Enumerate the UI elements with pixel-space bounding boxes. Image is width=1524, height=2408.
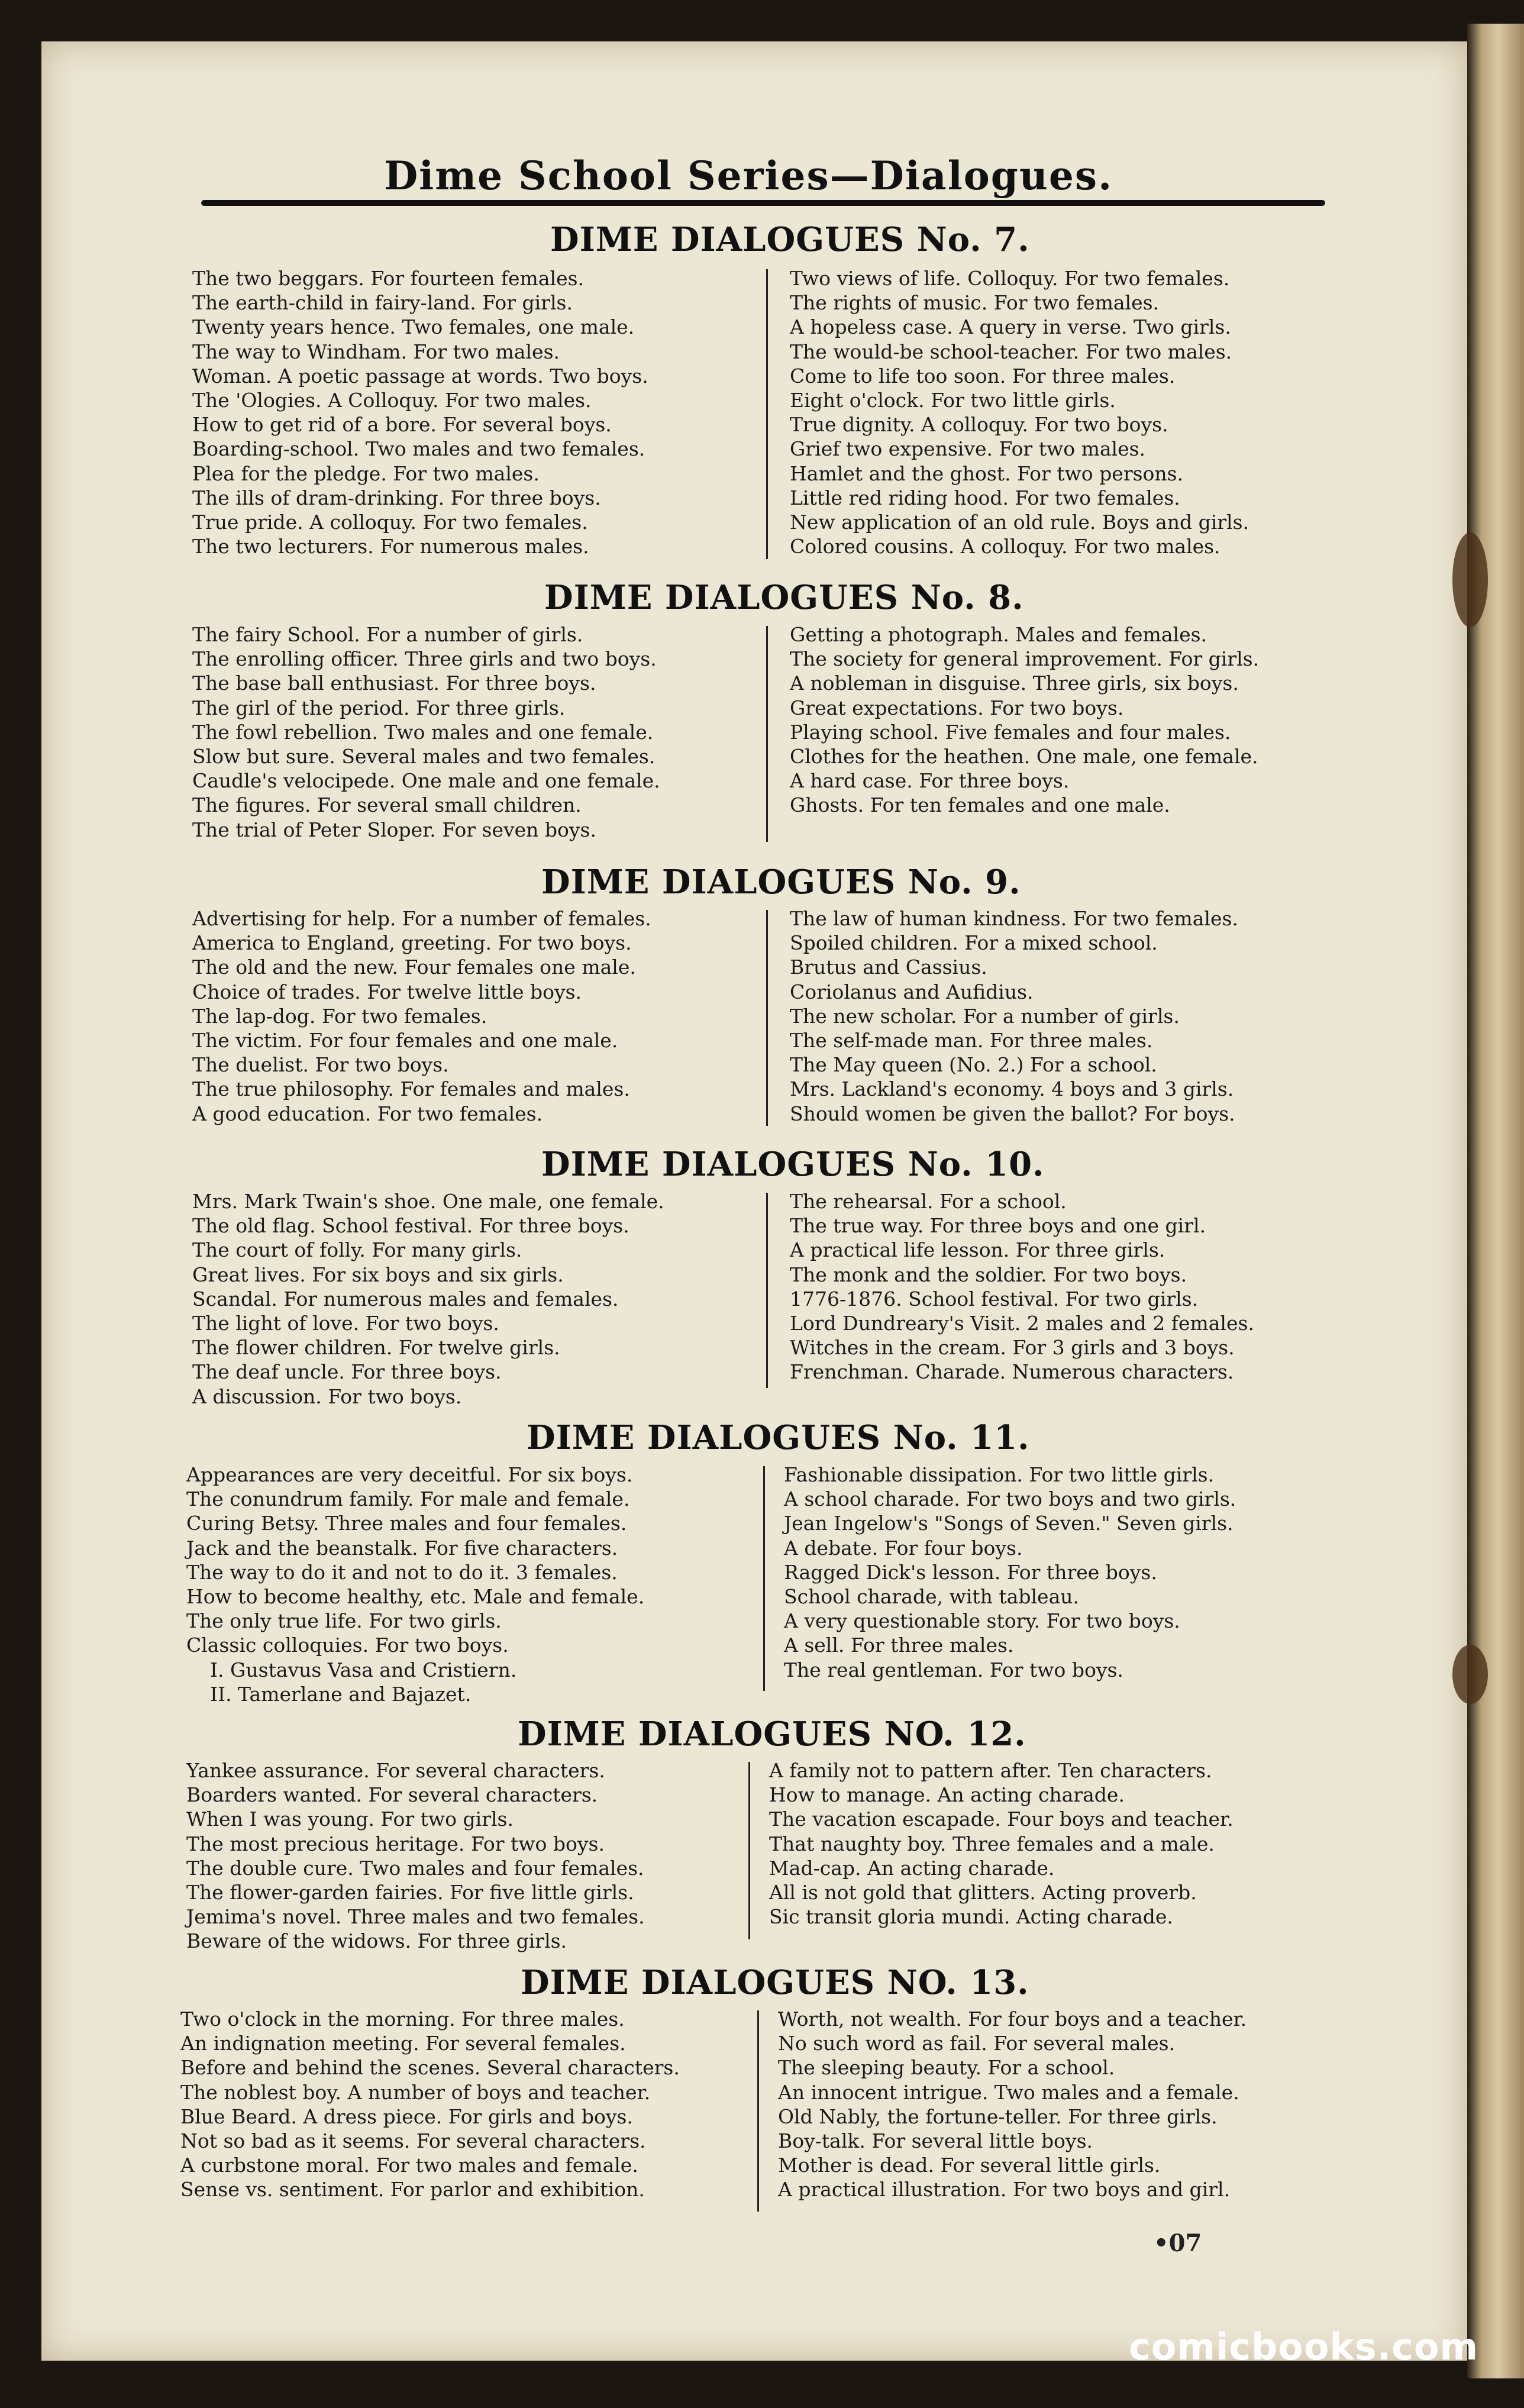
section-title: DIME DIALOGUES No. 9. (541, 863, 1021, 902)
list-item: Jemima's novel. Three males and two females. (186, 1905, 645, 1929)
list-item: The duelist. For two boys. (192, 1053, 449, 1077)
list-item: Eight o'clock. For two little girls. (790, 388, 1116, 412)
list-item: That naughty boy. Three females and a male. (769, 1832, 1215, 1855)
section-left-column (186, 1463, 644, 1706)
section-left-column (192, 266, 648, 559)
list-item: An indignation meeting. For several females. (180, 2032, 626, 2055)
list-item: Old Nably, the fortune-teller. For three girls. (778, 2104, 1218, 2128)
list-item: The society for general improvement. For girls. (790, 647, 1260, 671)
list-item: Boarding-school. Two males and two females. (192, 437, 645, 461)
list-item: The real gentleman. For two boys. (784, 1658, 1123, 1681)
list-item: Witches in the cream. For 3 girls and 3 boys. (790, 1336, 1235, 1360)
list-item: True dignity. A colloquy. For two boys. (790, 413, 1168, 437)
column-divider (766, 910, 768, 1126)
list-item: America to England, greeting. For two boys. (192, 931, 632, 955)
list-item: A hard case. For three boys. (790, 769, 1070, 793)
list-item: The law of human kindness. For two females. (790, 907, 1238, 930)
list-item: The earth-child in fairy-land. For girls. (192, 291, 573, 315)
list-item: Advertising for help. For a number of females. (192, 907, 651, 930)
section-right-column (790, 906, 1238, 1126)
list-item: Ragged Dick's lesson. For three boys. (784, 1560, 1157, 1584)
list-item: Curing Betsy. Three males and four females. (186, 1512, 627, 1535)
list-item: The new scholar. For a number of girls. (790, 1004, 1180, 1028)
section-right-column (790, 622, 1259, 818)
list-item: Jean Ingelow's "Songs of Seven." Seven girls. (784, 1512, 1234, 1535)
page-header: Dime School Series—Dialogues. (383, 153, 1113, 199)
list-item: Grief two expensive. For two males. (790, 437, 1146, 461)
list-item: A nobleman in disguise. Three girls, six boys. (790, 672, 1239, 695)
list-item: Clothes for the heathen. One male, one female. (790, 744, 1258, 768)
list-item: A very questionable story. For two boys. (784, 1609, 1180, 1633)
section-left-column (192, 622, 660, 842)
list-item: The true philosophy. For females and males. (192, 1077, 630, 1101)
section-left-column (186, 1758, 645, 1954)
list-item: The conundrum family. For male and female. (186, 1487, 630, 1511)
list-item: All is not gold that glitters. Acting proverb. (769, 1880, 1197, 1904)
list-item: The two lecturers. For numerous males. (192, 535, 589, 559)
list-item: Mother is dead. For several little girls. (778, 2154, 1161, 2177)
list-item: School charade, with tableau. (784, 1584, 1079, 1608)
page-number: •07 (1154, 2229, 1202, 2257)
list-item: The sleeping beauty. For a school. (778, 2056, 1115, 2080)
list-item: Two o'clock in the morning. For three males. (180, 2007, 625, 2031)
list-item: Boarders wanted. For several characters. (186, 1783, 598, 1807)
list-item: Classic colloquies. For two boys. (186, 1634, 509, 1657)
list-item: The enrolling officer. Three girls and two boys. (192, 647, 657, 671)
list-item: The ills of dram-drinking. For three boys. (192, 486, 601, 509)
section-left-column (192, 906, 651, 1126)
list-item: Twenty years hence. Two females, one male. (192, 315, 635, 339)
list-item: The lap-dog. For two females. (192, 1004, 487, 1028)
section-right-column (790, 1189, 1254, 1384)
list-item: The fowl rebellion. Two males and one female. (192, 720, 654, 744)
list-item: The flower children. For twelve girls. (192, 1336, 560, 1360)
list-item: Brutus and Cassius. (790, 956, 987, 979)
list-item: The rights of music. For two females. (790, 291, 1160, 315)
section-right-column (778, 2007, 1247, 2202)
list-item: Boy-talk. For several little boys. (778, 2129, 1093, 2152)
list-item: Blue Beard. A dress piece. For girls and boys. (180, 2104, 633, 2128)
list-item: Should women be given the ballot? For boys. (790, 1102, 1235, 1125)
list-item: Sense vs. sentiment. For parlor and exhibition. (180, 2178, 645, 2202)
list-item: Mrs. Mark Twain's shoe. One male, one female. (192, 1190, 664, 1213)
header-rule (201, 200, 1325, 206)
list-item: The base ball enthusiast. For three boys. (192, 672, 596, 695)
list-item: Before and behind the scenes. Several characters. (180, 2056, 680, 2080)
page-stain (1452, 1645, 1488, 1704)
list-item: Getting a photograph. Males and females. (790, 623, 1207, 646)
list-item: The way to Windham. For two males. (192, 340, 560, 363)
section-title: DIME DIALOGUES No. 8. (544, 578, 1024, 617)
list-item: The would-be school-teacher. For two males. (790, 340, 1232, 363)
column-divider (766, 269, 768, 559)
section-title: DIME DIALOGUES NO. 12. (518, 1715, 1026, 1754)
list-item: Caudle's velocipede. One male and one female. (192, 769, 660, 793)
list-item: Hamlet and the ghost. For two persons. (790, 461, 1184, 485)
list-item: A school charade. For two boys and two girls. (784, 1487, 1236, 1511)
list-item: The fairy School. For a number of girls. (192, 623, 583, 646)
list-item: Worth, not wealth. For four boys and a teacher. (778, 2007, 1247, 2031)
list-item: Little red riding hood. For two females. (790, 486, 1180, 509)
section-left-column (192, 1189, 664, 1409)
list-item: Sic transit gloria mundi. Acting charade. (769, 1905, 1173, 1929)
list-item: Great lives. For six boys and six girls. (192, 1263, 564, 1286)
column-divider (766, 626, 768, 842)
list-item: Playing school. Five females and four males. (790, 720, 1231, 744)
section-right-column (790, 266, 1249, 559)
list-item: I. Gustavus Vasa and Cristiern. (210, 1658, 517, 1681)
list-item: The court of folly. For many girls. (192, 1238, 522, 1262)
list-item: A hopeless case. A query in verse. Two girls. (790, 315, 1231, 339)
column-divider (748, 1762, 750, 1939)
list-item: How to become healthy, etc. Male and female. (186, 1584, 645, 1608)
site-watermark: comicbooks.com (1129, 2325, 1479, 2368)
list-item: The girl of the period. For three girls. (192, 696, 566, 719)
list-item: An innocent intrigue. Two males and a female. (778, 2080, 1239, 2104)
list-item: A family not to pattern after. Ten characters. (769, 1759, 1212, 1782)
section-title: DIME DIALOGUES NO. 13. (521, 1963, 1029, 2002)
list-item: No such word as fail. For several males. (778, 2032, 1176, 2055)
list-item: A sell. For three males. (784, 1634, 1014, 1657)
list-item: Fashionable dissipation. For two little girls. (784, 1463, 1215, 1486)
list-item: The 'Ologies. A Colloquy. For two males. (192, 388, 592, 412)
section-right-column (784, 1463, 1236, 1682)
list-item: A debate. For four boys. (784, 1536, 1023, 1560)
list-item: The way to do it and not to do it. 3 females. (186, 1560, 618, 1584)
list-item: The victim. For four females and one male. (192, 1028, 618, 1052)
list-item: Woman. A poetic passage at words. Two boys. (192, 364, 648, 388)
list-item: True pride. A colloquy. For two females. (192, 510, 588, 534)
list-item: Mrs. Lackland's economy. 4 boys and 3 girls. (790, 1077, 1234, 1101)
section-right-column (769, 1758, 1234, 1929)
list-item: A good education. For two females. (192, 1102, 543, 1125)
list-item: Spoiled children. For a mixed school. (790, 931, 1158, 955)
list-item: How to manage. An acting charade. (769, 1783, 1125, 1807)
list-item: The old and the new. Four females one male. (192, 956, 636, 979)
list-item: Two views of life. Colloquy. For two females. (790, 267, 1230, 290)
page-stain (1452, 532, 1488, 627)
list-item: The two beggars. For fourteen females. (192, 267, 585, 290)
list-item: Come to life too soon. For three males. (790, 364, 1176, 388)
list-item: The monk and the soldier. For two boys. (790, 1263, 1187, 1286)
list-item: New application of an old rule. Boys and girls. (790, 510, 1249, 534)
list-item: A practical illustration. For two boys and girl. (778, 2178, 1231, 2202)
list-item: Yankee assurance. For several characters. (186, 1759, 605, 1782)
list-item: The trial of Peter Sloper. For seven boys. (192, 818, 596, 841)
section-title: DIME DIALOGUES No. 7. (550, 220, 1030, 259)
book-spine (1467, 24, 1524, 2378)
list-item: Coriolanus and Aufidius. (790, 980, 1034, 1003)
list-item: Plea for the pledge. For two males. (192, 461, 540, 485)
column-divider (757, 2010, 759, 2212)
list-item: The light of love. For two boys. (192, 1311, 499, 1335)
section-title: DIME DIALOGUES No. 10. (541, 1145, 1045, 1184)
list-item: Ghosts. For ten females and one male. (790, 793, 1170, 817)
list-item: Choice of trades. For twelve little boys. (192, 980, 582, 1003)
list-item: The deaf uncle. For three boys. (192, 1360, 502, 1384)
list-item: The rehearsal. For a school. (790, 1190, 1067, 1213)
list-item: Great expectations. For two boys. (790, 696, 1124, 719)
list-item: The flower-garden fairies. For five little girls. (186, 1880, 634, 1904)
list-item: A practical life lesson. For three girls. (790, 1238, 1165, 1262)
list-item: Not so bad as it seems. For several characters. (180, 2129, 646, 2152)
list-item: A curbstone moral. For two males and female. (180, 2154, 638, 2177)
list-item: The only true life. For two girls. (186, 1609, 502, 1633)
list-item: The most precious heritage. For two boys. (186, 1832, 605, 1855)
list-item: Lord Dundreary's Visit. 2 males and 2 females. (790, 1311, 1254, 1335)
list-item: The self-made man. For three males. (790, 1028, 1153, 1052)
column-divider (766, 1193, 768, 1388)
column-divider (763, 1466, 765, 1691)
list-item: Jack and the beanstalk. For five characters. (186, 1536, 618, 1560)
list-item: The true way. For three boys and one girl. (790, 1214, 1206, 1238)
list-item: Appearances are very deceitful. For six boys. (186, 1463, 633, 1486)
list-item: When I was young. For two girls. (186, 1807, 514, 1831)
list-item: The May queen (No. 2.) For a school. (790, 1053, 1157, 1077)
list-item: How to get rid of a bore. For several boys. (192, 413, 612, 437)
list-item: Beware of the widows. For three girls. (186, 1929, 567, 1953)
list-item: Frenchman. Charade. Numerous characters. (790, 1360, 1234, 1384)
list-item: A discussion. For two boys. (192, 1384, 462, 1408)
list-item: 1776-1876. School festival. For two girls. (790, 1287, 1199, 1310)
list-item: Colored cousins. A colloquy. For two males. (790, 535, 1221, 559)
list-item: The vacation escapade. Four boys and teacher. (769, 1807, 1234, 1831)
list-item: II. Tamerlane and Bajazet. (210, 1682, 472, 1706)
list-item: The double cure. Two males and four females. (186, 1856, 644, 1880)
list-item: Mad-cap. An acting charade. (769, 1856, 1055, 1880)
section-title: DIME DIALOGUES No. 11. (527, 1418, 1030, 1457)
section-left-column (180, 2007, 680, 2202)
list-item: The figures. For several small children. (192, 793, 582, 817)
list-item: Slow but sure. Several males and two females. (192, 744, 656, 768)
list-item: Scandal. For numerous males and females. (192, 1287, 619, 1310)
list-item: The noblest boy. A number of boys and teacher. (180, 2080, 651, 2104)
list-item: The old flag. School festival. For three boys. (192, 1214, 629, 1238)
